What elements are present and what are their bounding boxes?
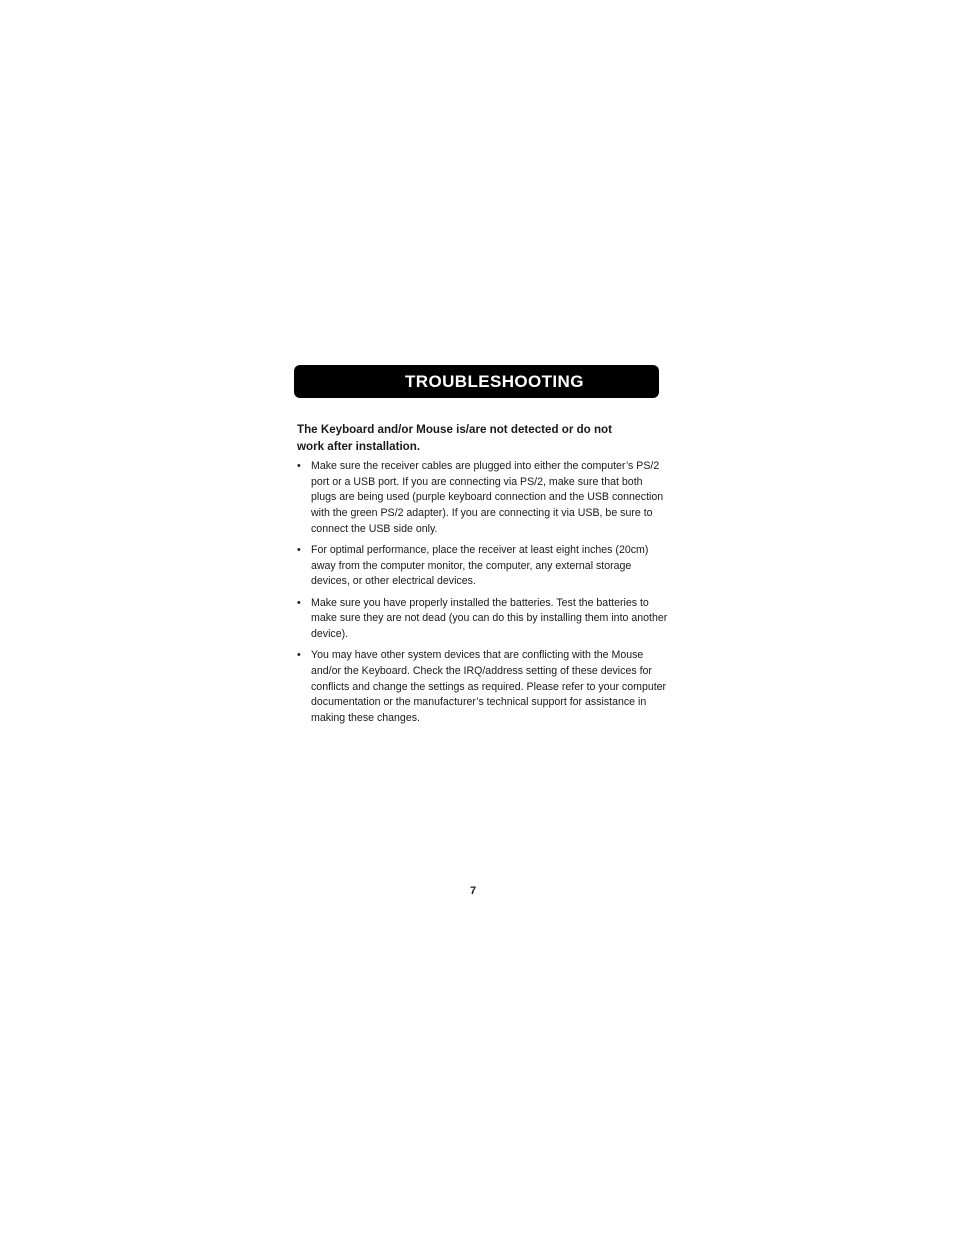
bullet-icon: •	[297, 544, 301, 557]
issue-heading: The Keyboard and/or Mouse is/are not detected or do not work after installation.	[297, 423, 613, 453]
solution-item	[297, 543, 669, 590]
section-title: TROUBLESHOOTING	[405, 371, 584, 391]
bullet-icon: •	[297, 596, 301, 609]
solution-text: You may have other system devices that are conflicting with the Mouse and/or the Keyboard. Check the IRQ/address setting of these devices for conflicts and change the settings as required. Please refer to your computer documentation or the manufacturer’s technical support for assistance in making these changes.	[311, 649, 667, 725]
solution-text: For optimal performance, place the receiver at least eight inches (20cm) away from the computer monitor, the computer, any external storage devices, or other electrical devices.	[311, 544, 649, 588]
troubleshooting-content	[297, 421, 669, 732]
section-banner	[294, 365, 659, 398]
page-number: 7	[470, 885, 477, 897]
bullet-icon: •	[297, 460, 301, 472]
solution-text: Make sure the receiver cables are plugged into either the computer’s PS/2 port or a USB port. If you are connecting via PS/2, make sure that both plugs are being used (purple keyboard connection and the USB connection with the green PS/2 adapter). If you are connecting it via USB, be sure to connect the USB side only.	[311, 460, 664, 535]
solution-item	[297, 648, 669, 727]
solution-text: Make sure you have properly installed the batteries. Test the batteries to make sure they are not dead (you can do this by installing them into another device).	[311, 596, 668, 641]
solution-item	[297, 596, 669, 643]
solution-list	[297, 459, 669, 727]
solution-item	[297, 459, 669, 538]
bullet-icon: •	[297, 649, 301, 662]
